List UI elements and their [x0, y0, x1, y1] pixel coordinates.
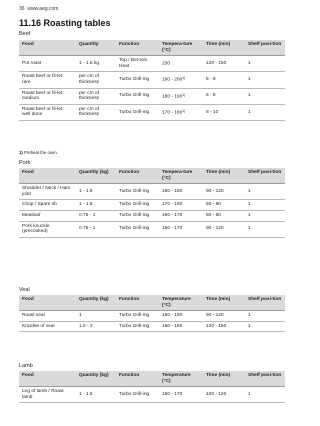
- table-row: [19, 221, 285, 237]
- col-temperature: Temperature (°C): [159, 371, 203, 387]
- cell-function: Turbo Grill-ing: [116, 88, 159, 104]
- lamb-table: [19, 371, 285, 403]
- footnote-mark: 1): [19, 150, 23, 155]
- cell-quantity: 1.5 - 2: [76, 321, 116, 332]
- cell-function: Turbo Grill-ing: [116, 210, 159, 221]
- cell-time: 50 - 60: [203, 210, 245, 221]
- cell-temperature: 150 - 170: [159, 387, 203, 403]
- page-header: [19, 6, 58, 12]
- col-food: Food: [19, 40, 76, 56]
- cell-temperature: 160 - 170: [159, 210, 203, 221]
- col-food: Food: [19, 295, 76, 311]
- col-shelf: Shelf posi-tion: [245, 40, 285, 56]
- col-time: Time (min): [203, 168, 245, 184]
- cell-food: Pot roast: [19, 56, 76, 72]
- cell-time: 120 - 150: [203, 56, 245, 72]
- col-quantity: Quantity (kg): [76, 371, 116, 387]
- cell-shelf: 1: [245, 184, 285, 200]
- cell-quantity: 1 - 1.5 kg: [76, 56, 116, 72]
- cell-shelf: 1: [245, 200, 285, 211]
- cell-function: Turbo Grill-ing: [116, 104, 159, 120]
- cell-temperature: 230: [159, 56, 203, 72]
- table-row: [19, 210, 285, 221]
- cell-temperature: 180 - 190$^{1)}$: [159, 88, 203, 104]
- cell-shelf: 1: [245, 311, 285, 322]
- col-temperature: Tempera-ture (°C): [159, 40, 203, 56]
- table-row: [19, 72, 285, 88]
- col-shelf: Shelf posi-tion: [245, 168, 285, 184]
- cell-time: 120 - 150: [203, 321, 245, 332]
- page-number: 36: [19, 6, 25, 12]
- cell-temperature: 170 - 180$^{1)}$: [159, 104, 203, 120]
- table-row: [19, 200, 285, 211]
- beef-label: Beef: [19, 31, 31, 37]
- col-quantity: Quantity (kg): [76, 295, 116, 311]
- cell-shelf: 1: [245, 387, 285, 403]
- cell-food: Roast veal: [19, 311, 76, 322]
- cell-time: 8 - 10: [203, 104, 245, 120]
- cell-quantity: per cm of thickness: [76, 72, 116, 88]
- table-row: [19, 311, 285, 322]
- section-title: [19, 18, 111, 28]
- cell-quantity: 0.75 - 1: [76, 210, 116, 221]
- section-heading: Roasting tables: [43, 18, 111, 28]
- cell-time: 100 - 120: [203, 387, 245, 403]
- cell-quantity: 1 - 1.5: [76, 184, 116, 200]
- col-quantity: Quantity: [76, 40, 116, 56]
- cell-food: Roast beef or fil-let: rare: [19, 72, 76, 88]
- site-url: www.aeg.com: [27, 6, 59, 12]
- cell-food: Meatloaf: [19, 210, 76, 221]
- cell-quantity: per cm of thickness: [76, 88, 116, 104]
- table-header-row: [19, 40, 285, 56]
- cell-time: 90 - 120: [203, 311, 245, 322]
- col-function: Function: [116, 40, 159, 56]
- beef-table: [19, 40, 285, 121]
- cell-food: Shoulder / Neck / Ham joint: [19, 184, 76, 200]
- table-row: [19, 56, 285, 72]
- cell-time: 5 - 6: [203, 72, 245, 88]
- col-time: Time (min): [203, 40, 245, 56]
- cell-shelf: 1: [245, 56, 285, 72]
- cell-temperature: 190 - 200$^{1)}$: [159, 72, 203, 88]
- cell-time: 6 - 8: [203, 88, 245, 104]
- cell-function: Turbo Grill-ing: [116, 311, 159, 322]
- table-header-row: [19, 295, 285, 311]
- cell-temperature: 160 - 180: [159, 184, 203, 200]
- cell-shelf: 1: [245, 221, 285, 237]
- cell-shelf: 1: [245, 104, 285, 120]
- cell-shelf: 1: [245, 72, 285, 88]
- table-header-row: [19, 168, 285, 184]
- cell-function: Top / Bot-tom Heat: [116, 56, 159, 72]
- pork-label: Pork: [19, 160, 31, 166]
- col-shelf: Shelf posi-tion: [245, 295, 285, 311]
- section-number: 11.16: [19, 18, 42, 28]
- cell-shelf: 1: [245, 321, 285, 332]
- cell-quantity: 1: [76, 311, 116, 322]
- col-function: Function: [116, 168, 159, 184]
- table-row: [19, 321, 285, 332]
- cell-temperature: 160 - 180: [159, 321, 203, 332]
- cell-food: Roast beef or fil-let: medium: [19, 88, 76, 104]
- col-food: Food: [19, 168, 76, 184]
- cell-food: Knuckle of veal: [19, 321, 76, 332]
- cell-function: Turbo Grill-ing: [116, 387, 159, 403]
- cell-function: Turbo Grill-ing: [116, 200, 159, 211]
- cell-time: 90 - 120: [203, 221, 245, 237]
- col-function: Function: [116, 371, 159, 387]
- col-temperature: Tempera-ture (°C): [159, 168, 203, 184]
- veal-label: Veal: [19, 287, 30, 293]
- col-function: Function: [116, 295, 159, 311]
- cell-food: Roast beef or fil-let: well done: [19, 104, 76, 120]
- col-time: Time (min): [203, 295, 245, 311]
- cell-quantity: 1 - 1.5: [76, 387, 116, 403]
- cell-quantity: per cm of thickness: [76, 104, 116, 120]
- table-row: [19, 88, 285, 104]
- cell-quantity: 1 - 1.5: [76, 200, 116, 211]
- footnote-text: Preheat the oven.: [24, 150, 58, 155]
- table-row: [19, 184, 285, 200]
- cell-shelf: 1: [245, 88, 285, 104]
- cell-function: Turbo Grill-ing: [116, 221, 159, 237]
- cell-function: Turbo Grill-ing: [116, 321, 159, 332]
- cell-shelf: 1: [245, 210, 285, 221]
- cell-function: Turbo Grill-ing: [116, 184, 159, 200]
- col-time: Time (min): [203, 371, 245, 387]
- cell-temperature: 160 - 180: [159, 311, 203, 322]
- cell-temperature: 150 - 170: [159, 221, 203, 237]
- cell-quantity: 0.75 - 1: [76, 221, 116, 237]
- cell-time: 90 - 120: [203, 184, 245, 200]
- col-shelf: Shelf posi-tion: [245, 371, 285, 387]
- cell-food: Chop / Spare rib: [19, 200, 76, 211]
- pork-table: [19, 168, 285, 238]
- lamb-label: Lamb: [19, 363, 33, 369]
- beef-footnote: [19, 150, 58, 155]
- cell-time: 60 - 90: [203, 200, 245, 211]
- cell-temperature: 170 - 180: [159, 200, 203, 211]
- veal-table: [19, 295, 285, 332]
- cell-function: Turbo Grill-ing: [116, 72, 159, 88]
- cell-food: Pork knuckle (precooked): [19, 221, 76, 237]
- col-temperature: Temperature (°C): [159, 295, 203, 311]
- col-quantity: Quantity (kg): [76, 168, 116, 184]
- cell-food: Leg of lamb / Roast lamb: [19, 387, 76, 403]
- col-food: Food: [19, 371, 76, 387]
- table-header-row: [19, 371, 285, 387]
- table-row: [19, 104, 285, 120]
- table-row: [19, 387, 285, 403]
